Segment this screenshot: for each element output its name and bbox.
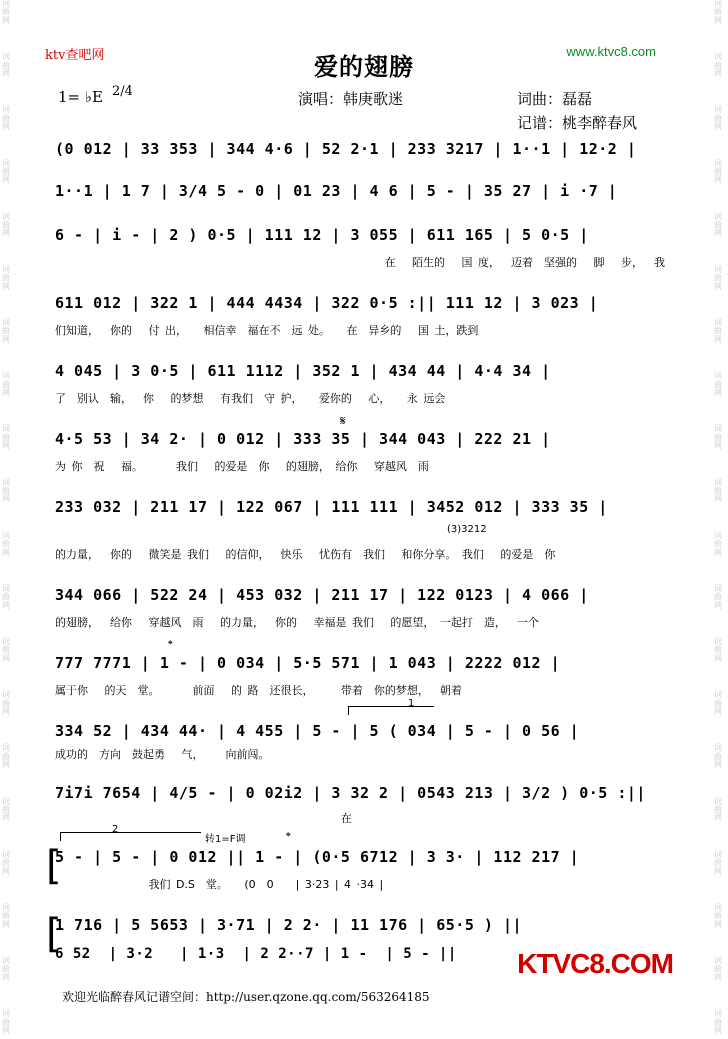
system-3-notes: 6 - | i - | 2 ) 0·5 | 111 12 | 3 055 | 611 165 | 5 0·5 | [55,226,589,244]
coda-mark-2: 𝄌 [286,830,291,845]
composer-credit: 词曲：磊磊 [517,90,593,108]
left-site-name: ktv查吧网 [45,48,105,63]
bracket-left-2: [ [46,911,62,957]
coda-mark-1: 𝄌 [168,638,173,653]
system-13-lower: 6 52 | 3·2 | 1·3 | 2 2··7 | 1 - | 5 - || [55,946,457,962]
key-change-label: 转1=F调 [205,834,246,845]
system-3-lyrics: 在 陌生的 国 度， 迈着 坚强的 脚 步， 我 [384,256,665,269]
segno-mark: 𝄋 [340,414,346,429]
volta-2-bracket [60,832,201,841]
system-10-notes: 334 52 | 434 44· | 4 455 | 5 - | 5 ( 034 | 5 - | 0 56 | [55,722,580,740]
system-12-lyrics: 我们 D.S 堂。 (0 0 | 3·23 | 4 ·34 | [55,878,384,891]
system-13-notes: 1 716 | 5 5653 | 3·71 | 2 2· | 11 176 | 65·5 ) || [55,916,523,934]
transcriber-credit: 记谱：桃李醉春风 [517,114,638,132]
system-5-lyrics: 了 别认 输， 你 的梦想 有我们 守 护， 爱你的 心， 永 远会 [55,392,446,405]
system-12-notes: 5 - | 5 - | 0 012 || 1 - | (0·5 6712 | 3 3· | 112 217 | [55,848,580,866]
system-9-lyrics: 属于你 的天 堂。 前面 的 路 还很长， 带着 你的梦想， 朝着 [55,684,462,697]
system-1-notes: (0 012 | 33 353 | 344 4·6 | 52 2·1 | 233 3217 | 1··1 | 12·2 | [55,140,637,158]
system-10-lyrics: 成功的 方向 鼓起勇 气， 向前闯。 [55,748,270,761]
triplet-note: (3)3212 [447,524,487,535]
right-site-url[interactable]: www.ktvc8.com [566,44,656,59]
system-5-notes: 4 045 | 3 0·5 | 611 1112 | 352 1 | 434 44 | 4·4 34 | [55,362,551,380]
volta-2-label: 2 [112,824,119,835]
ktvc8-logo: KTVC8.COM [517,948,673,979]
side-watermark-left: 词曲网 词曲网 词曲网 词曲网 词曲网 词曲网 词曲网 词曲网 词曲网 词曲网 词曲网 词曲网 词曲网 词曲网 词曲网 词曲网 词曲网 词曲网 词曲网 词曲网 [2,0,10,1036]
system-7-notes: 233 032 | 211 17 | 122 067 | 111 111 | 3452 012 | 333 35 | [55,498,608,516]
system-4-notes: 611 012 | 322 1 | 444 4434 | 322 0·5 :|| 111 12 | 3 023 | [55,294,599,312]
song-title: 爱的翅膀 [314,52,414,81]
singer-credit: 演唱：韩庚歌迷 [298,90,404,108]
system-11-lyrics: 在 [55,812,352,825]
volta-1-label: 1 [408,698,415,709]
system-9-notes: 777 7771 | 1 - | 0 034 | 5·5 571 | 1 043 | 2222 012 | [55,654,561,672]
system-7-lyrics: 的力量， 你的 微笑是 我们 的信仰， 快乐 忧伤有 我们 和你分享。 我们 的爱是 你 [55,548,556,561]
system-11-notes: 7i7i 7654 | 4/5 - | 0 02i2 | 3 32 2 | 0543 213 | 3/2 ) 0·5 :|| [55,784,646,802]
system-4-lyrics: 们知道， 你的 付 出， 相信幸 福在不 远 处。 在 异乡的 国 土，跌到 [55,324,479,337]
time-signature: 2/4 [112,84,133,99]
footer-credit[interactable]: 欢迎光临醉春风记谱空间：http://user.qzone.qq.com/563264185 [62,990,430,1004]
volta-1-bracket [348,706,434,715]
system-6-notes: 4·5 53 | 34 2· | 0 012 | 333 35 | 344 043 | 222 21 | [55,430,551,448]
key-signature: 1= ♭E [58,88,103,106]
side-watermark-right: 词曲网 词曲网 词曲网 词曲网 词曲网 词曲网 词曲网 词曲网 词曲网 词曲网 词曲网 词曲网 词曲网 词曲网 词曲网 词曲网 词曲网 词曲网 词曲网 词曲网 [714,0,722,1036]
system-2-notes: 1··1 | 1 7 | 3/4 5 - 0 | 01 23 | 4 6 | 5 - | 35 27 | i ·7 | [55,182,618,200]
system-6-lyrics: 为 你 祝 福。 我们 的爱是 你 的翅膀， 给你 穿越风 雨 [55,460,429,473]
system-8-notes: 344 066 | 522 24 | 453 032 | 211 17 | 122 0123 | 4 066 | [55,586,589,604]
bracket-left-1: [ [46,843,62,889]
system-8-lyrics: 的翅膀， 给你 穿越风 雨 的力量， 你的 幸福是 我们 的愿望， 一起打 造， 一个 [55,616,539,629]
